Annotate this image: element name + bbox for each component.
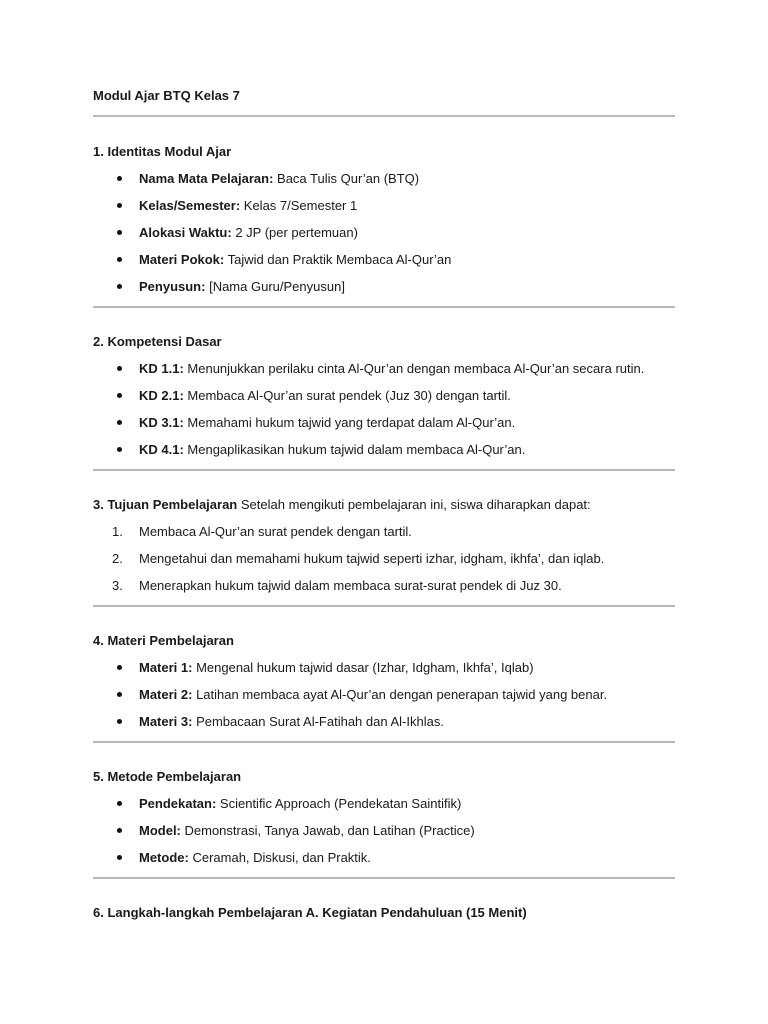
list-item: KD 3.1: Memahami hukum tajwid yang terdapat dalam Al-Qur’an. xyxy=(93,414,675,432)
list-item: Nama Mata Pelajaran: Baca Tulis Qur’an (BTQ) xyxy=(93,170,675,188)
kompetensi-list xyxy=(93,360,675,459)
section-tujuan-heading: 3. Tujuan Pembelajaran Setelah mengikuti pembelajaran ini, siswa diharapkan dapat: xyxy=(93,497,591,512)
bullet-icon xyxy=(112,278,126,296)
bullet-icon xyxy=(112,251,126,269)
bullet-icon xyxy=(112,795,126,813)
bullet-icon xyxy=(112,387,126,405)
bullet-icon xyxy=(112,713,126,731)
document-title: Modul Ajar BTQ Kelas 7 xyxy=(93,88,240,103)
bullet-icon xyxy=(112,197,126,215)
section-materi-heading: 4. Materi Pembelajaran xyxy=(93,633,234,648)
list-item: Penyusun: [Nama Guru/Penyusun] xyxy=(93,278,675,296)
list-item: Materi 1: Mengenal hukum tajwid dasar (Izhar, Idgham, Ikhfa’, Iqlab) xyxy=(93,659,675,677)
section-langkah-heading: 6. Langkah-langkah Pembelajaran A. Kegiatan Pendahuluan (15 Menit) xyxy=(93,905,527,920)
list-item: Alokasi Waktu: 2 JP (per pertemuan) xyxy=(93,224,675,242)
identitas-list xyxy=(93,170,675,296)
list-item: KD 1.1: Menunjukkan perilaku cinta Al-Qur’an dengan membaca Al-Qur’an secara rutin. xyxy=(93,360,675,378)
metode-list xyxy=(93,795,675,867)
list-item: Kelas/Semester: Kelas 7/Semester 1 xyxy=(93,197,675,215)
section-kompetensi-heading: 2. Kompetensi Dasar xyxy=(93,334,222,349)
list-item: 3. Menerapkan hukum tajwid dalam membaca surat-surat pendek di Juz 30. xyxy=(112,578,562,593)
tujuan-list xyxy=(93,523,675,595)
bullet-icon xyxy=(112,822,126,840)
list-number: 2. xyxy=(112,551,123,566)
bullet-icon xyxy=(112,170,126,188)
list-item: Metode: Ceramah, Diskusi, dan Praktik. xyxy=(93,849,675,867)
bullet-icon xyxy=(112,849,126,867)
section-identitas-heading: 1. Identitas Modul Ajar xyxy=(93,144,232,159)
bullet-icon xyxy=(112,441,126,459)
list-item: KD 2.1: Membaca Al-Qur’an surat pendek (Juz 30) dengan tartil. xyxy=(93,387,675,405)
document-body xyxy=(93,87,675,922)
list-item: KD 4.1: Mengaplikasikan hukum tajwid dalam membaca Al-Qur’an. xyxy=(93,441,675,459)
bullet-icon xyxy=(112,224,126,242)
list-number: 3. xyxy=(112,578,123,593)
list-number: 1. xyxy=(112,524,123,539)
bullet-icon xyxy=(112,659,126,677)
list-item: 1. Membaca Al-Qur’an surat pendek dengan tartil. xyxy=(112,524,412,539)
list-item: Pendekatan: Scientific Approach (Pendekatan Saintifik) xyxy=(93,795,675,813)
list-item: 2. Mengetahui dan memahami hukum tajwid seperti izhar, idgham, ikhfa’, dan iqlab. xyxy=(112,551,605,566)
list-item: Model: Demonstrasi, Tanya Jawab, dan Latihan (Practice) xyxy=(93,822,675,840)
section-metode-heading: 5. Metode Pembelajaran xyxy=(93,769,242,784)
list-item: Materi 3: Pembacaan Surat Al-Fatihah dan Al-Ikhlas. xyxy=(93,713,675,731)
bullet-icon xyxy=(112,360,126,378)
list-item: Materi Pokok: Tajwid dan Praktik Membaca Al-Qur’an xyxy=(93,251,675,269)
list-item: Materi 2: Latihan membaca ayat Al-Qur’an dengan penerapan tajwid yang benar. xyxy=(93,686,675,704)
bullet-icon xyxy=(112,686,126,704)
bullet-icon xyxy=(112,414,126,432)
materi-list xyxy=(93,659,675,731)
